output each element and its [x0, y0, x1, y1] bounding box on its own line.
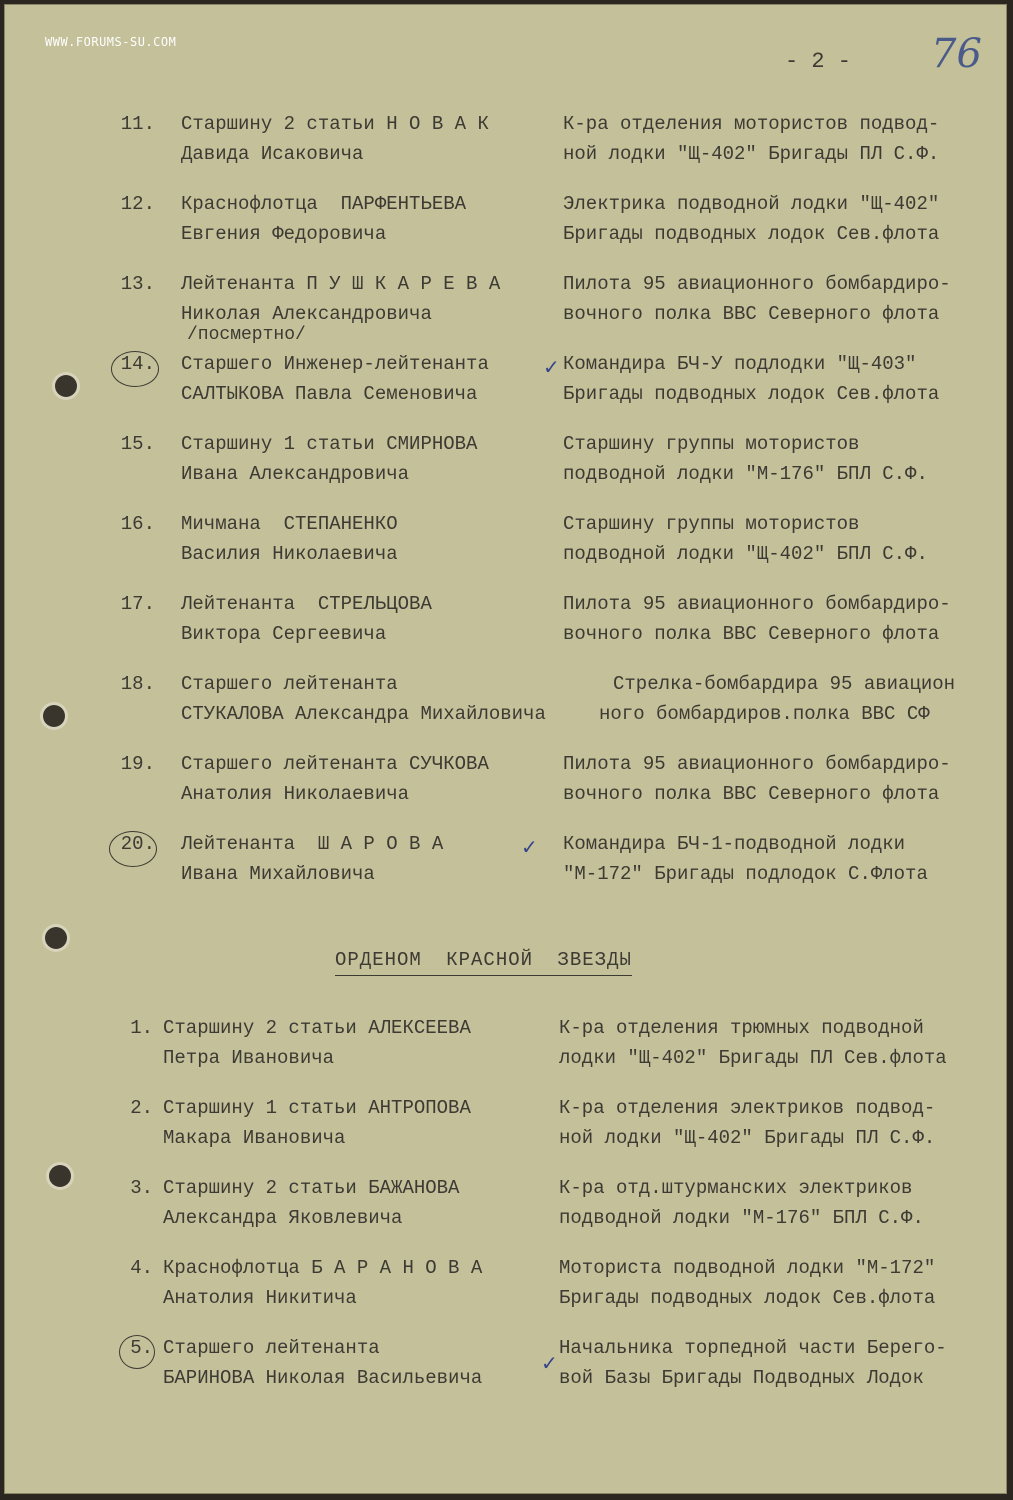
position-line-1: Моториста подводной лодки "М-172"	[559, 1257, 936, 1279]
hand-circle-mark	[109, 831, 157, 867]
entry-number: 3.	[130, 1177, 153, 1199]
rank-surname: Мичмана СТЕПАНЕНКО	[181, 513, 398, 535]
posthumous-note: /посмертно/	[187, 325, 306, 345]
rank-surname: Старшину 2 статьи БАЖАНОВА	[163, 1177, 460, 1199]
position-line-2: вочного полка ВВС Северного флота	[563, 623, 940, 645]
rank-surname: Старшину 1 статьи СМИРНОВА	[181, 433, 478, 455]
hand-circle-mark	[119, 1335, 155, 1369]
given-names: Виктора Сергеевича	[181, 623, 387, 645]
position-line-1: Электрика подводной лодки "Щ-402"	[563, 193, 940, 215]
position-line-1: Начальника торпедной части Берего-	[559, 1337, 947, 1359]
position-line-2: Бригады подводных лодок Сев.флота	[563, 223, 940, 245]
given-names: Василия Николаевича	[181, 543, 398, 565]
punch-hole	[49, 1165, 71, 1187]
rank-surname: Старшину 2 статьи АЛЕКСЕЕВА	[163, 1017, 471, 1039]
punch-hole	[45, 927, 67, 949]
position-line-1: Пилота 95 авиационного бомбардиро-	[563, 753, 951, 775]
punch-hole	[55, 375, 77, 397]
entry-number: 13.	[120, 273, 155, 295]
position-line-2: лодки "Щ-402" Бригады ПЛ Сев.флота	[559, 1047, 947, 1069]
entry-number: 17.	[120, 593, 155, 615]
position-line-1: К-ра отд.штурманских электриков	[559, 1177, 913, 1199]
position-line-1: К-ра отделения мотористов подвод-	[563, 113, 940, 135]
checkmark-icon: ✓	[543, 355, 560, 379]
rank-surname: Старшего лейтенанта СУЧКОВА	[181, 753, 489, 775]
position-line-2: ного бомбардиров.полка ВВС СФ	[599, 703, 930, 725]
rank-surname: Старшину 2 статьи Н О В А К	[181, 113, 489, 135]
position-line-2: подводной лодки "М-176" БПЛ С.Ф.	[563, 463, 928, 485]
rank-surname: Лейтенанта Ш А Р О В А	[181, 833, 444, 855]
hand-circle-mark	[111, 351, 159, 387]
entry-number: 14.	[120, 353, 155, 375]
rank-surname: Старшего Инженер-лейтенанта	[181, 353, 489, 375]
punch-hole	[43, 705, 65, 727]
entry-number: 4.	[130, 1257, 153, 1279]
entry-number: 18.	[120, 673, 155, 695]
entry-number: 1.	[130, 1017, 153, 1039]
position-line-2: подводной лодки "Щ-402" БПЛ С.Ф.	[563, 543, 928, 565]
position-line-2: ной лодки "Щ-402" Бригады ПЛ С.Ф.	[563, 143, 940, 165]
rank-surname: Старшего лейтенанта	[181, 673, 398, 695]
rank-surname: Старшего лейтенанта	[163, 1337, 380, 1359]
given-names: Петра Ивановича	[163, 1047, 335, 1069]
entry-number: 5.	[130, 1337, 153, 1359]
given-names: Ивана Александровича	[181, 463, 410, 485]
section-heading: ОРДЕНОМ КРАСНОЙ ЗВЕЗДЫ	[335, 949, 632, 976]
given-names: Давида Исаковича	[181, 143, 364, 165]
checkmark-icon: ✓	[541, 1351, 558, 1375]
position-line-1: Стрелка-бомбардира 95 авиацион	[613, 673, 956, 695]
rank-surname: Краснофлотца ПАРФЕНТЬЕВА	[181, 193, 467, 215]
given-names: БАРИНОВА Николая Васильевича	[163, 1367, 483, 1389]
document-sheet	[4, 4, 1007, 1494]
rank-surname: Краснофлотца Б А Р А Н О В А	[163, 1257, 483, 1279]
position-line-1: Пилота 95 авиационного бомбардиро-	[563, 593, 951, 615]
position-line-2: Бригады подводных лодок Сев.флота	[563, 383, 940, 405]
entry-number: 15.	[120, 433, 155, 455]
entry-number: 20.	[120, 833, 155, 855]
position-line-2: ной лодки "Щ-402" Бригады ПЛ С.Ф.	[559, 1127, 936, 1149]
position-line-1: К-ра отделения трюмных подводной	[559, 1017, 924, 1039]
given-names: САЛТЫКОВА Павла Семеновича	[181, 383, 478, 405]
position-line-1: Командира БЧ-1-подводной лодки	[563, 833, 906, 855]
archive-number: 76	[931, 31, 982, 77]
position-line-2: Бригады подводных лодок Сев.флота	[559, 1287, 936, 1309]
given-names: СТУКАЛОВА Александра Михайловича	[181, 703, 546, 725]
entry-number: 12.	[120, 193, 155, 215]
position-line-1: Старшину группы мотористов	[563, 513, 860, 535]
position-line-2: вочного полка ВВС Северного флота	[563, 303, 940, 325]
entry-number: 11.	[120, 113, 155, 135]
site-watermark: WWW.FORUMS-SU.COM	[45, 35, 177, 49]
page-number: - 2 -	[785, 49, 852, 74]
rank-surname: Лейтенанта СТРЕЛЬЦОВА	[181, 593, 432, 615]
position-line-1: Старшину группы мотористов	[563, 433, 860, 455]
given-names: Александра Яковлевича	[163, 1207, 403, 1229]
position-line-2: "М-172" Бригады подлодок С.Флота	[563, 863, 928, 885]
given-names: Евгения Федоровича	[181, 223, 387, 245]
given-names: Николая Александровича	[181, 303, 432, 325]
entry-number: 16.	[120, 513, 155, 535]
checkmark-icon: ✓	[521, 835, 538, 859]
given-names: Анатолия Никитича	[163, 1287, 357, 1309]
given-names: Макара Ивановича	[163, 1127, 346, 1149]
entry-number: 19.	[120, 753, 155, 775]
rank-surname: Лейтенанта П У Ш К А Р Е В А	[181, 273, 501, 295]
position-line-1: К-ра отделения электриков подвод-	[559, 1097, 936, 1119]
position-line-2: подводной лодки "М-176" БПЛ С.Ф.	[559, 1207, 924, 1229]
position-line-2: вой Базы Бригады Подводных Лодок	[559, 1367, 924, 1389]
entry-number: 2.	[130, 1097, 153, 1119]
given-names: Анатолия Николаевича	[181, 783, 410, 805]
position-line-2: вочного полка ВВС Северного флота	[563, 783, 940, 805]
rank-surname: Старшину 1 статьи АНТРОПОВА	[163, 1097, 471, 1119]
position-line-1: Командира БЧ-У подлодки "Щ-403"	[563, 353, 917, 375]
position-line-1: Пилота 95 авиационного бомбардиро-	[563, 273, 951, 295]
given-names: Ивана Михайловича	[181, 863, 375, 885]
